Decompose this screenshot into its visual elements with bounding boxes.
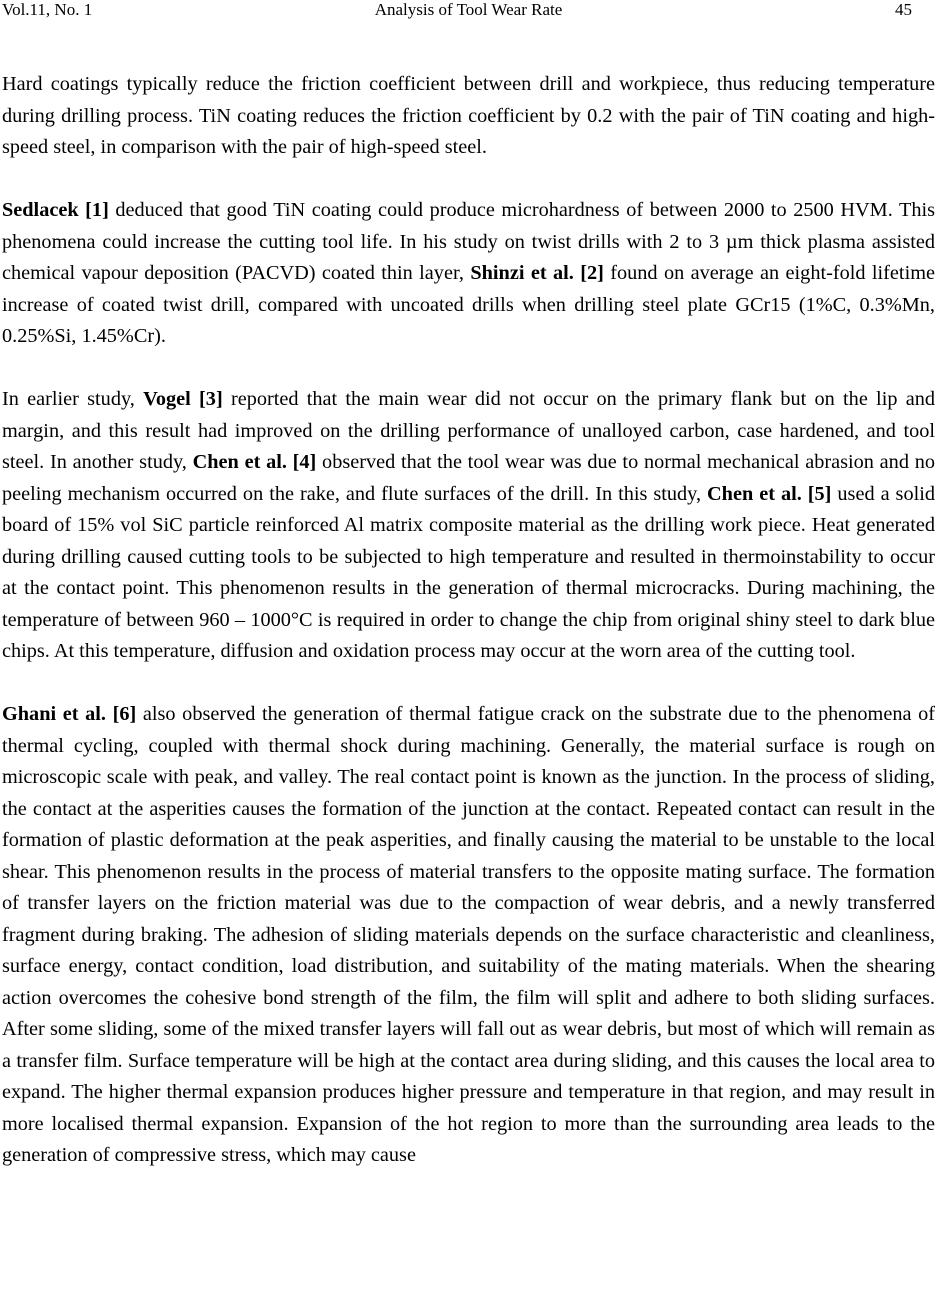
text-run: Hard coatings typically reduce the friction coefficient between drill and workpiece, thus reducing temperature during drilling process. TiN coating reduces the friction coefficient by 0.2 with the pair of TiN coating and high-speed steel, in comparison with the pair of high-speed steel. — [2, 73, 935, 158]
text-run: found on average an eight-fold lifetime increase of coated twist drill, compared with uncoated drills when drilling steel plate GCr15 (1%C, 0.3%Mn, 0.25%Si, 1.45%Cr). — [2, 262, 935, 347]
text-run: used a solid board of 15% vol SiC particle reinforced Al matrix composite material as the drilling work piece. Heat generated during drilling caused cutting tools to be subjected to high temperature and resulted in thermoinstability to occur at the contact point. This phenomenon results in the generation of thermal microcracks. During machining, the temperature of between 960 – 1000°C is required in order to change the chip from original shiny steel to dark blue chips. At this temperature, diffusion and oxidation process may occur at the worn area of the cutting tool. — [2, 482, 935, 662]
text-run: observed that the tool wear was due to normal mechanical abrasion and no peeling mechanism occurred on the rake, and flute surfaces of the drill. In this study, — [2, 451, 935, 505]
citation: Ghani et al. [6] — [2, 703, 137, 725]
paragraph-vogel-chen — [2, 384, 935, 668]
citation: Vogel [3] — [143, 388, 223, 410]
text-run: reported that the main wear did not occur on the primary flank but on the lip and margin, and this result had improved on the drilling performance of unalloyed carbon, case hardened, and tool steel. In another study, — [2, 388, 935, 473]
citation: Shinzi et al. [2] — [470, 262, 604, 284]
volume-label: Vol.11, No. 1 — [2, 0, 93, 19]
citation: Sedlacek [1] — [2, 199, 109, 221]
citation: Chen et al. [5] — [707, 482, 832, 505]
paragraph-ghani — [2, 699, 935, 1172]
running-header — [2, 0, 935, 22]
text-run: In earlier study, — [2, 388, 144, 410]
paragraph-sedlacek — [2, 195, 935, 353]
text-run: deduced that good TiN coating could produce microhardness of between 2000 to 2500 HVM. This phenomena could increase the cutting tool life. In his study on twist drills with 2 to 3 µm thick plasma assisted chemical vapour deposition (PACVD) coated thin layer, — [2, 199, 936, 284]
body-text — [2, 69, 935, 1203]
paragraph-coatings — [2, 69, 935, 164]
text-run: also observed the generation of thermal fatigue crack on the substrate due to the phenomena of thermal cycling, coupled with thermal shock during machining. Generally, the material surface is rough on microscopic scale with peak, and valley. The real contact point is known as the junction. In the process of sliding, the contact at the asperities causes the formation of the junction at the contact. Repeated contact can result in the formation of plastic deformation at the peak asperities, and finally causing the material to be unstable to the local shear. This phenomenon results in the process of material transfers to the opposite mating surface. The formation of transfer layers on the friction material was due to the compaction of wear debris, and a newly transferred fragment during braking. The adhesion of sliding materials depends on the surface characteristic and cleanliness, surface energy, contact condition, load distribution, and suitability of the mating materials. When the shearing action overcomes the cohesive bond strength of the film, the film will split and adhere to both sliding surfaces. After some sliding, some of the mixed transfer layers will fall out as wear debris, but most of which will remain as a transfer film. Surface temperature will be high at the contact area during sliding, and this causes the local area to expand. The higher thermal expansion produces higher pressure and temperature in that region, and may result in more localised thermal expansion. Expansion of the hot region to more than the surrounding area leads to the generation of compressive stress, which may cause — [2, 703, 935, 1166]
citation: Chen et al. [4] — [192, 451, 317, 473]
running-title: Analysis of Tool Wear Rate — [374, 0, 563, 19]
page-number: 45 — [895, 0, 912, 19]
